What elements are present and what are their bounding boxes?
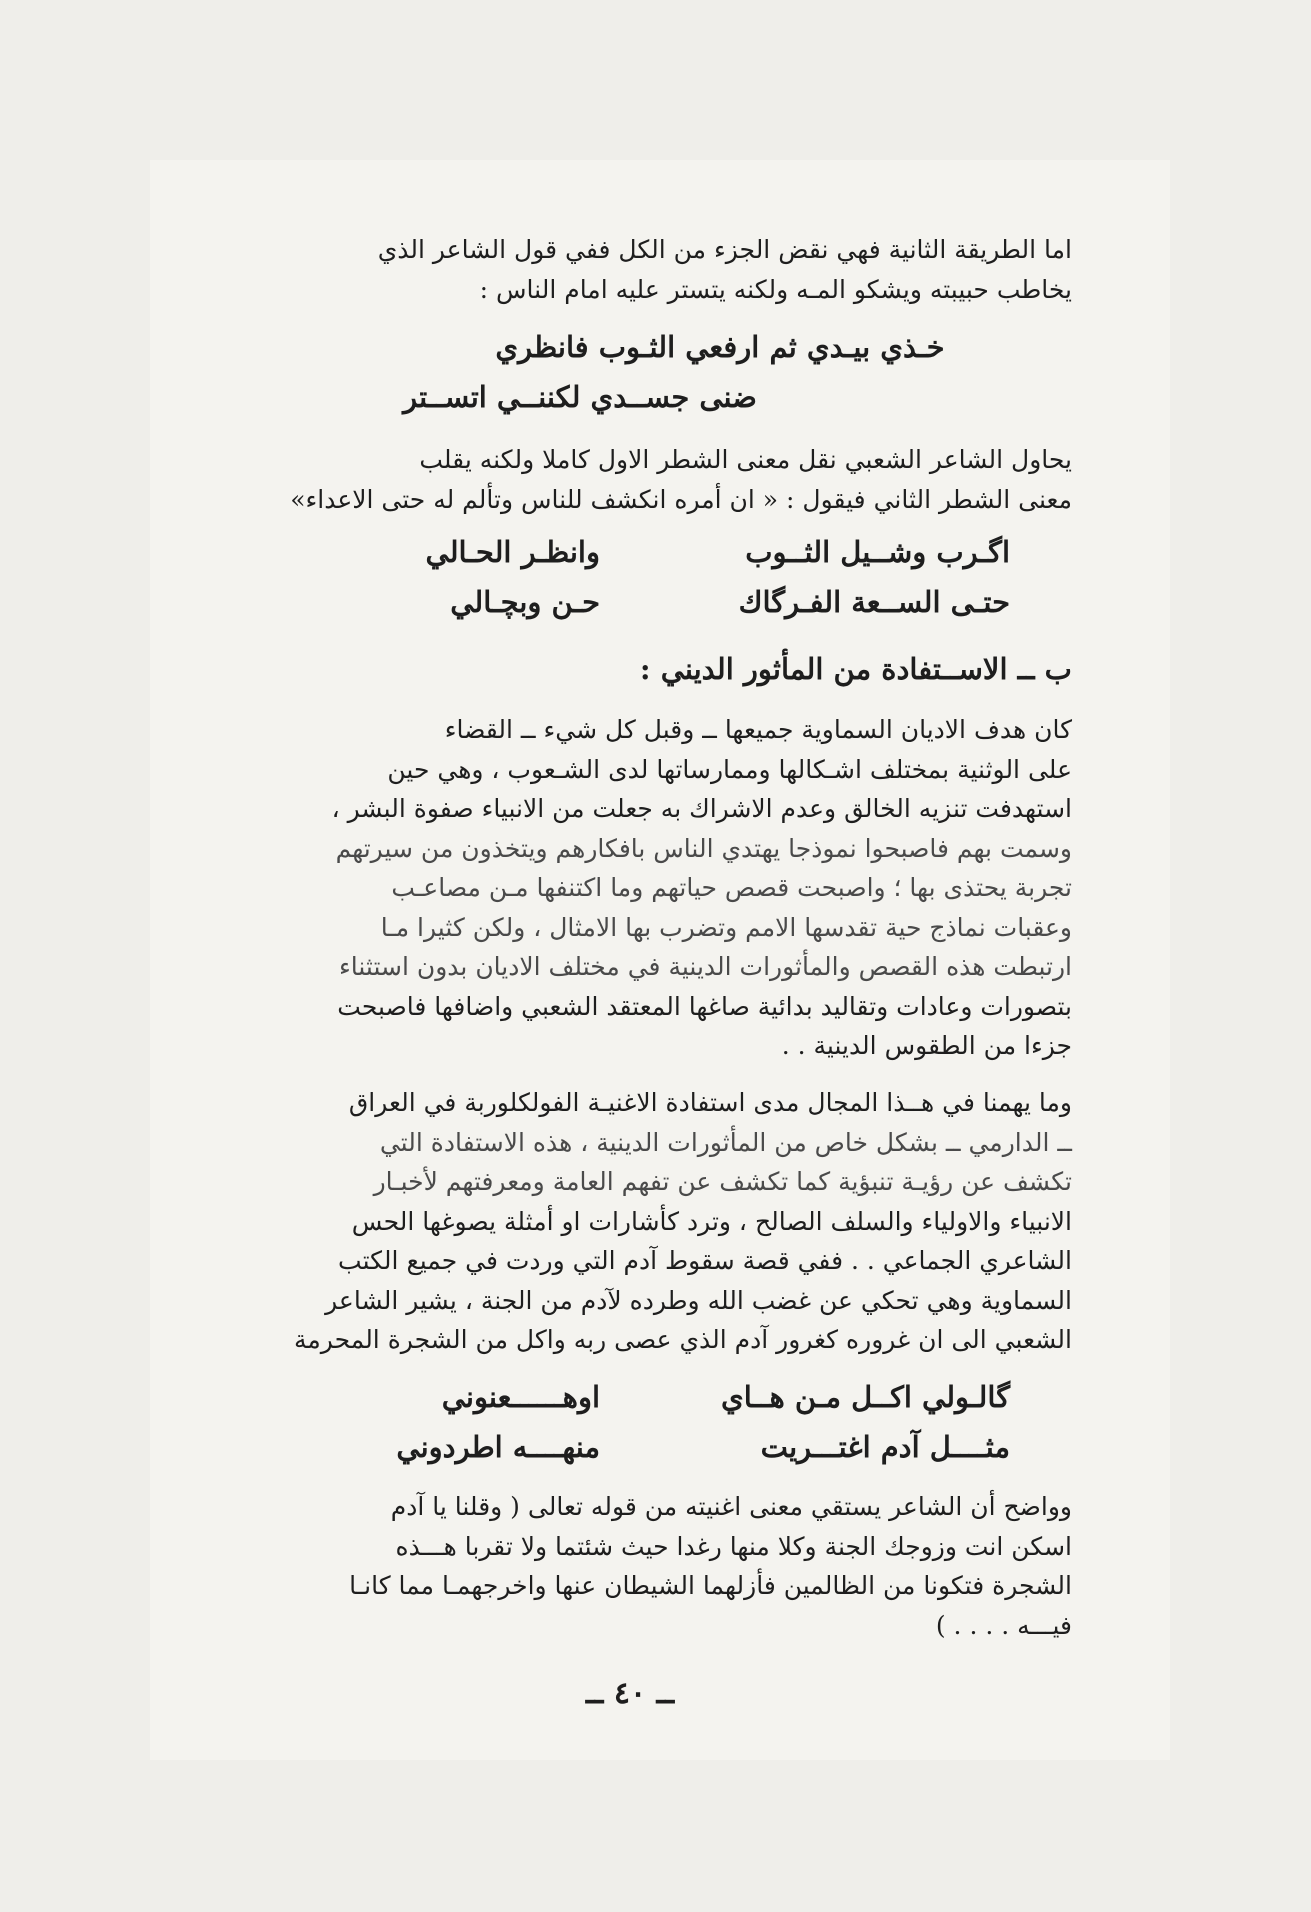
text-line: بتصورات وعادات وتقاليد بدائية صاغها المعتقد الشعبي واضافها فاصبحت — [337, 991, 1072, 1021]
text-line: جزءا من الطقوس الدينية . . — [781, 1031, 1072, 1060]
text-line: يحاول الشاعر الشعبي نقل معنى الشطر الاول كاملا ولكنه يقلب — [419, 445, 1072, 474]
verse3-right-hemistich-2: مثــــل آدم اغتـــريت — [760, 1430, 1010, 1464]
text-line: وسمت بهم فاصبحوا نموذجا يهتدي الناس بافكارهم ويتخذون من سيرتهم — [335, 833, 1072, 863]
paragraph-5 — [210, 1487, 1072, 1645]
paragraph-3 — [210, 710, 1072, 1066]
text-line: السماوية وهي تحكي عن غضب الله وطرده لآدم من الجنة ، يشير الشاعر — [325, 1285, 1072, 1315]
verse1-line1: خـذي بيـدي ثم ارفعي الثـوب فانظري — [495, 330, 945, 364]
verse3-left-hemistich-1: اوهــــــعنوني — [441, 1380, 600, 1414]
verse3-left-hemistich-2: منهــــه اطردوني — [396, 1430, 600, 1464]
text-line: الشجرة فتكونا من الظالمين فأزلهما الشيطان عنها واخرجهمـا مما كانـا — [349, 1571, 1072, 1600]
text-line: ــ الدارمي ــ بشكل خاص من المأثورات الدينية ، هذه الاستفادة التي — [379, 1127, 1072, 1157]
text-line: تجربة يحتذى بها ؛ واصبحت قصص حياتهم وما اكتنفها مـن مصاعـب — [391, 873, 1072, 902]
verse2-right-hemistich-1: اگـرب وشــيل الثــوب — [745, 535, 1010, 569]
page-number: ــ ٤٠ ــ — [585, 1676, 675, 1711]
verse2-left-hemistich-2: حـن وبچـالي — [450, 585, 600, 619]
text-line: وما يهمنا في هــذا المجال مدى استفادة الاغنيـة الفولكلوربة في العراق — [348, 1088, 1072, 1117]
intro-paragraph — [210, 230, 1072, 309]
text-line: على الوثنية بمختلف اشـكالها وممارساتها لدى الشـعوب ، وهي حين — [387, 754, 1072, 784]
paragraph-2 — [210, 440, 1072, 519]
text-line: اما الطريقة الثانية فهي نقض الجزء من الكل ففي قول الشاعر الذي — [377, 235, 1072, 264]
verse3-right-hemistich-1: گالـولي اكــل مـن هــاي — [721, 1380, 1010, 1414]
text-line: استهدفت تنزيه الخالق وعدم الاشراك به جعلت من الانبياء صفوة البشر ، — [331, 794, 1072, 823]
section-heading: ب ــ الاســتفادة من المأثور الديني : — [639, 652, 1072, 686]
text-line: الشاعري الجماعي . . ففي قصة سقوط آدم التي وردت في جميع الكتب — [338, 1246, 1072, 1275]
paragraph-4 — [210, 1083, 1072, 1360]
text-line: وواضح أن الشاعر يستقي معنى اغنيته من قوله تعالى ( وقلنا يا آدم — [390, 1492, 1072, 1521]
text-line: الانبياء والاولياء والسلف الصالح ، وترد كأشارات او أمثلة يصوغها الحس — [351, 1206, 1072, 1236]
text-line: فيـــه . . . . ) — [935, 1610, 1072, 1640]
text-line: كان هدف الاديان السماوية جميعها ــ وقبل كل شيء ــ القضاء — [444, 715, 1072, 744]
text-line: ارتبطت هذه القصص والمأثورات الدينية في مختلف الاديان بدون استثناء — [339, 952, 1072, 981]
text-line: تكشف عن رؤيـة تنبؤية كما تكشف عن تفهم العامة ومعرفتهم لأخبـار — [373, 1167, 1072, 1196]
text-line: يخاطب حبيبته ويشكو المـه ولكنه يتستر عليه امام الناس : — [479, 274, 1072, 304]
text-line: وعقبات نماذج حية تقدسها الامم وتضرب بها الامثال ، ولكن كثيرا مـا — [380, 912, 1072, 942]
verse2-left-hemistich-1: وانظـر الحـالي — [425, 535, 600, 569]
text-line: الشعبي الى ان غروره كغرور آدم الذي عصى ربه واكل من الشجرة المحرمة — [294, 1325, 1072, 1354]
verse1-line2: ضنى جســدي لكننــي اتســتر — [403, 380, 757, 414]
verse2-right-hemistich-2: حتـى الســعة الفـرگاك — [738, 585, 1010, 619]
text-line: معنى الشطر الثاني فيقول : « ان أمره انكشف للناس وتألم له حتى الاعداء» — [290, 484, 1072, 514]
text-line: اسكن انت وزوجك الجنة وكلا منها رغدا حيث شئتما ولا تقربا هـــذه — [395, 1531, 1072, 1561]
